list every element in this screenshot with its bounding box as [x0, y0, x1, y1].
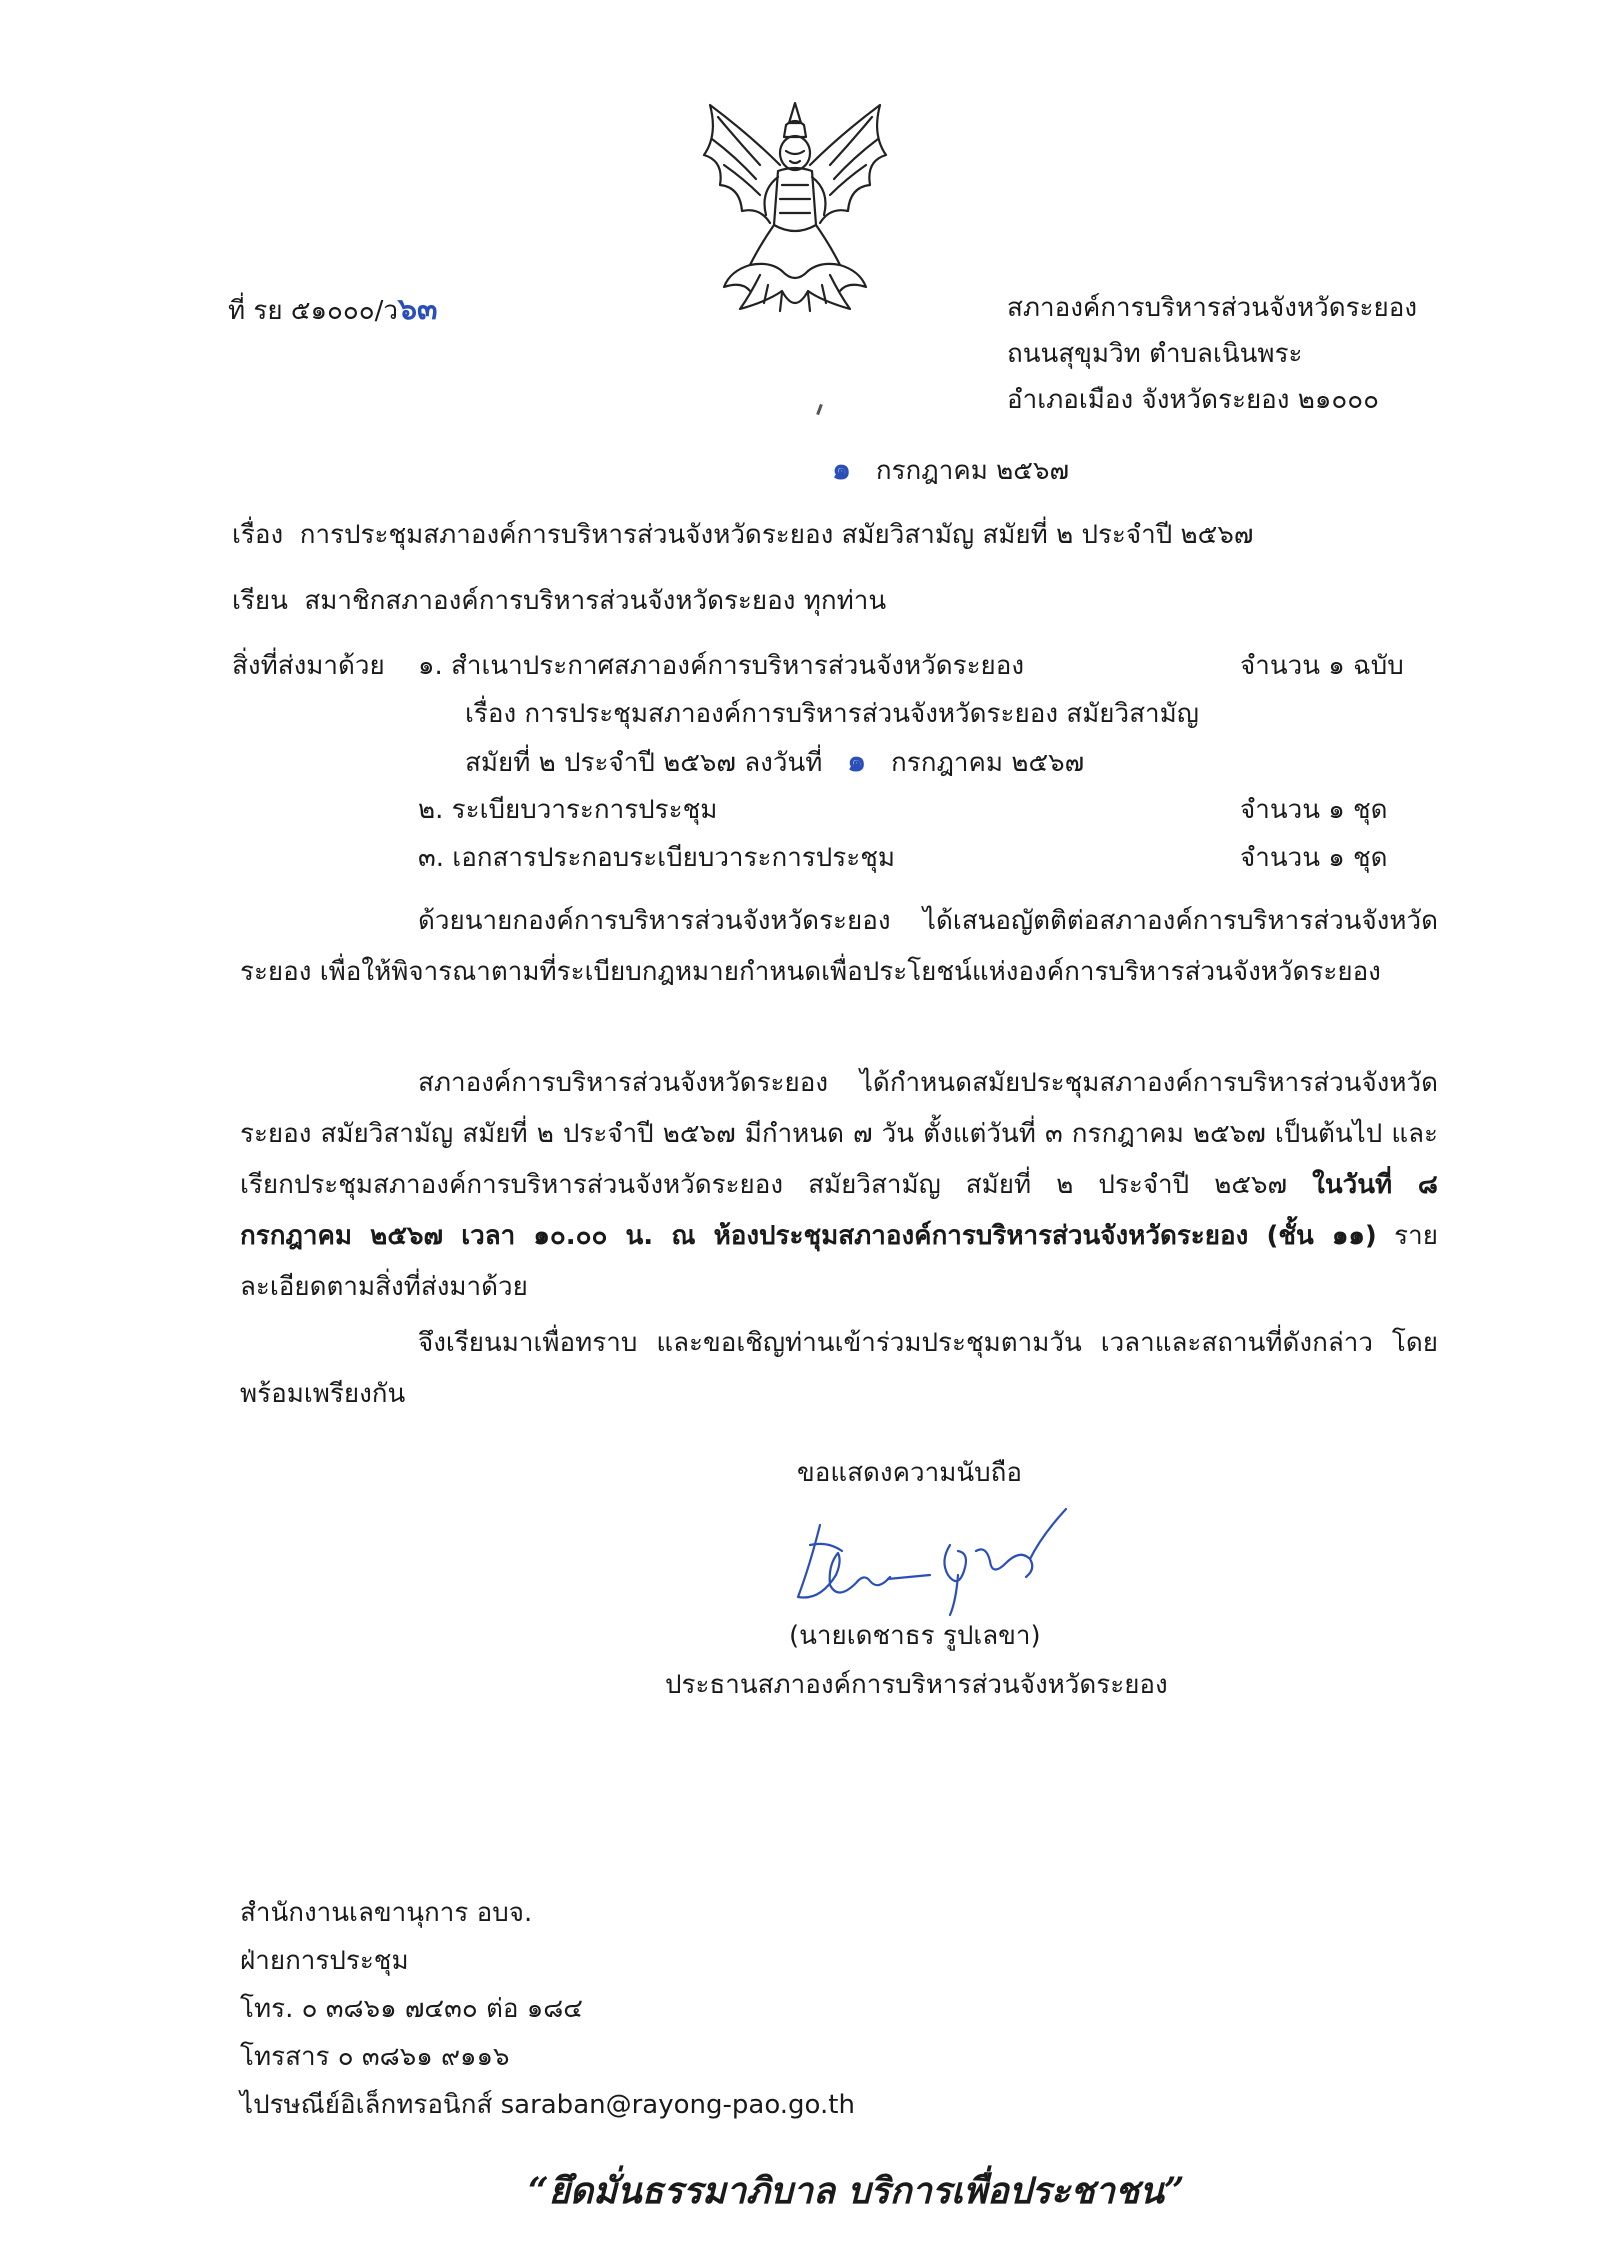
enclosure-item-2-quantity: จำนวน ๑ ชุด: [1240, 795, 1388, 825]
body-paragraph-2-meeting-time-place: ในวันที่ ๘ กรกฎาคม ๒๕๖๗ เวลา ๑๐.๐๐ น. ณ ห้องประชุมสภาองค์การบริหารส่วนจังหวัดระยอง (ชั้น ๑๑): [240, 1170, 1438, 1251]
enclosure-item-1-day-handwritten: ๑: [847, 744, 867, 779]
body-paragraph-1: ด้วยนายกองค์การบริหารส่วนจังหวัดระยอง ได้เสนอญัตติต่อสภาองค์การบริหารส่วนจังหวัดระยอง เพื่อให้พิจารณาตามที่ระเบียบกฎหมายกำหนดเพื่อประโยชน์แห่งองค์การบริหารส่วนจังหวัดระยอง: [240, 906, 1438, 987]
date-month-year: กรกฎาคม ๒๕๖๗: [875, 456, 1070, 486]
document-number-handwritten: ๖๓: [398, 292, 438, 327]
footer-office: สำนักงานเลขานุการ อบจ.: [240, 1898, 533, 1928]
body-paragraph-2-text: สภาองค์การบริหารส่วนจังหวัดระยอง ได้กำหนดสมัยประชุมสภาองค์การบริหารส่วนจังหวัดระยอง สมัยวิสามัญ สมัยที่ ๒ ประจำปี ๒๕๖๗ มีกำหนด ๗ วัน ตั้งแต่วันที่ ๓ กรกฎาคม ๒๕๖๗ เป็นต้นไป และเรียกประชุมสภาองค์การบริหารส่วนจังหวัดระยอง สมัยวิสามัญ สมัยที่ ๒ ประจำปี ๒๕๖๗: [240, 1068, 1438, 1200]
recipient-text: สมาชิกสภาองค์การบริหารส่วนจังหวัดระยอง ทุกท่าน: [304, 586, 887, 616]
signatory-name: (นายเดชาธร รูปเลขา): [789, 1621, 1041, 1651]
signatory-position: ประธานสภาองค์การบริหารส่วนจังหวัดระยอง: [665, 1670, 1168, 1700]
footer-division: ฝ่ายการประชุม: [240, 1946, 409, 1976]
subject-label: เรื่อง: [232, 520, 284, 550]
footer-fax: โทรสาร ๐ ๓๘๖๑ ๙๑๑๖: [240, 2042, 510, 2072]
enclosure-item-3: ๓. เอกสารประกอบระเบียบวาระการประชุม: [418, 843, 895, 873]
date-day-handwritten: ๑: [832, 452, 852, 487]
enclosure-item-1-line-2: เรื่อง การประชุมสภาองค์การบริหารส่วนจังหวัดระยอง สมัยวิสามัญ: [465, 699, 1199, 729]
footer-email: ไปรษณีย์อิเล็กทรอนิกส์ saraban@rayong-pao.go.th: [240, 2090, 855, 2120]
handwritten-signature-icon: [780, 1505, 1080, 1625]
sender-address-line-1: สภาองค์การบริหารส่วนจังหวัดระยอง: [1007, 293, 1418, 323]
subject-line: [232, 517, 1253, 553]
document-number-prefix: ที่ รย ๕๑๐๐๐/ว: [228, 296, 399, 326]
enclosures-label: สิ่งที่ส่งมาด้วย: [232, 651, 385, 681]
recipient-label: เรียน: [232, 586, 288, 616]
motto: “ยึดมั่นธรรมาภิบาล บริการเพื่อประชาชน”: [528, 2170, 1185, 2212]
pen-mark: [816, 404, 823, 415]
recipient-line: [232, 583, 886, 619]
enclosure-item-3-quantity: จำนวน ๑ ชุด: [1240, 843, 1388, 873]
enclosure-item-1-quantity: จำนวน ๑ ฉบับ: [1240, 651, 1404, 681]
closing-regards: ขอแสดงความนับถือ: [797, 1458, 1022, 1488]
enclosure-item-1-line-3-a: สมัยที่ ๒ ประจำปี ๒๕๖๗ ลงวันที่: [465, 748, 823, 778]
footer-phone: โทร. ๐ ๓๘๖๑ ๗๔๓๐ ต่อ ๑๘๔: [240, 1994, 583, 2024]
subject-text: การประชุมสภาองค์การบริหารส่วนจังหวัดระยอง สมัยวิสามัญ สมัยที่ ๒ ประจำปี ๒๕๖๗: [299, 520, 1254, 550]
document-number: [228, 292, 438, 329]
enclosure-item-1-line-3: [465, 744, 1084, 781]
garuda-emblem-icon: [690, 95, 900, 325]
enclosure-item-2: ๒. ระเบียบวาระการประชุม: [418, 795, 718, 825]
body-paragraph-2-tail: รายละเอียดตามสิ่งที่ส่งมาด้วย: [240, 1221, 1438, 1302]
body-paragraph-2: [240, 1058, 1438, 1313]
sender-address-line-2: ถนนสุขุมวิท ตำบลเนินพระ: [1007, 339, 1303, 369]
document-date: [832, 452, 1069, 489]
body-paragraph-3: จึงเรียนมาเพื่อทราบ และขอเชิญท่านเข้าร่วมประชุมตามวัน เวลาและสถานที่ดังกล่าว โดยพร้อมเพรียงกัน: [240, 1328, 1438, 1409]
enclosure-item-1-line-1: ๑. สำเนาประกาศสภาองค์การบริหารส่วนจังหวัดระยอง: [418, 651, 1025, 681]
sender-address-line-3: อำเภอเมือง จังหวัดระยอง ๒๑๐๐๐: [1007, 385, 1379, 415]
enclosure-item-1-line-3-b: กรกฎาคม ๒๕๖๗: [891, 748, 1085, 778]
